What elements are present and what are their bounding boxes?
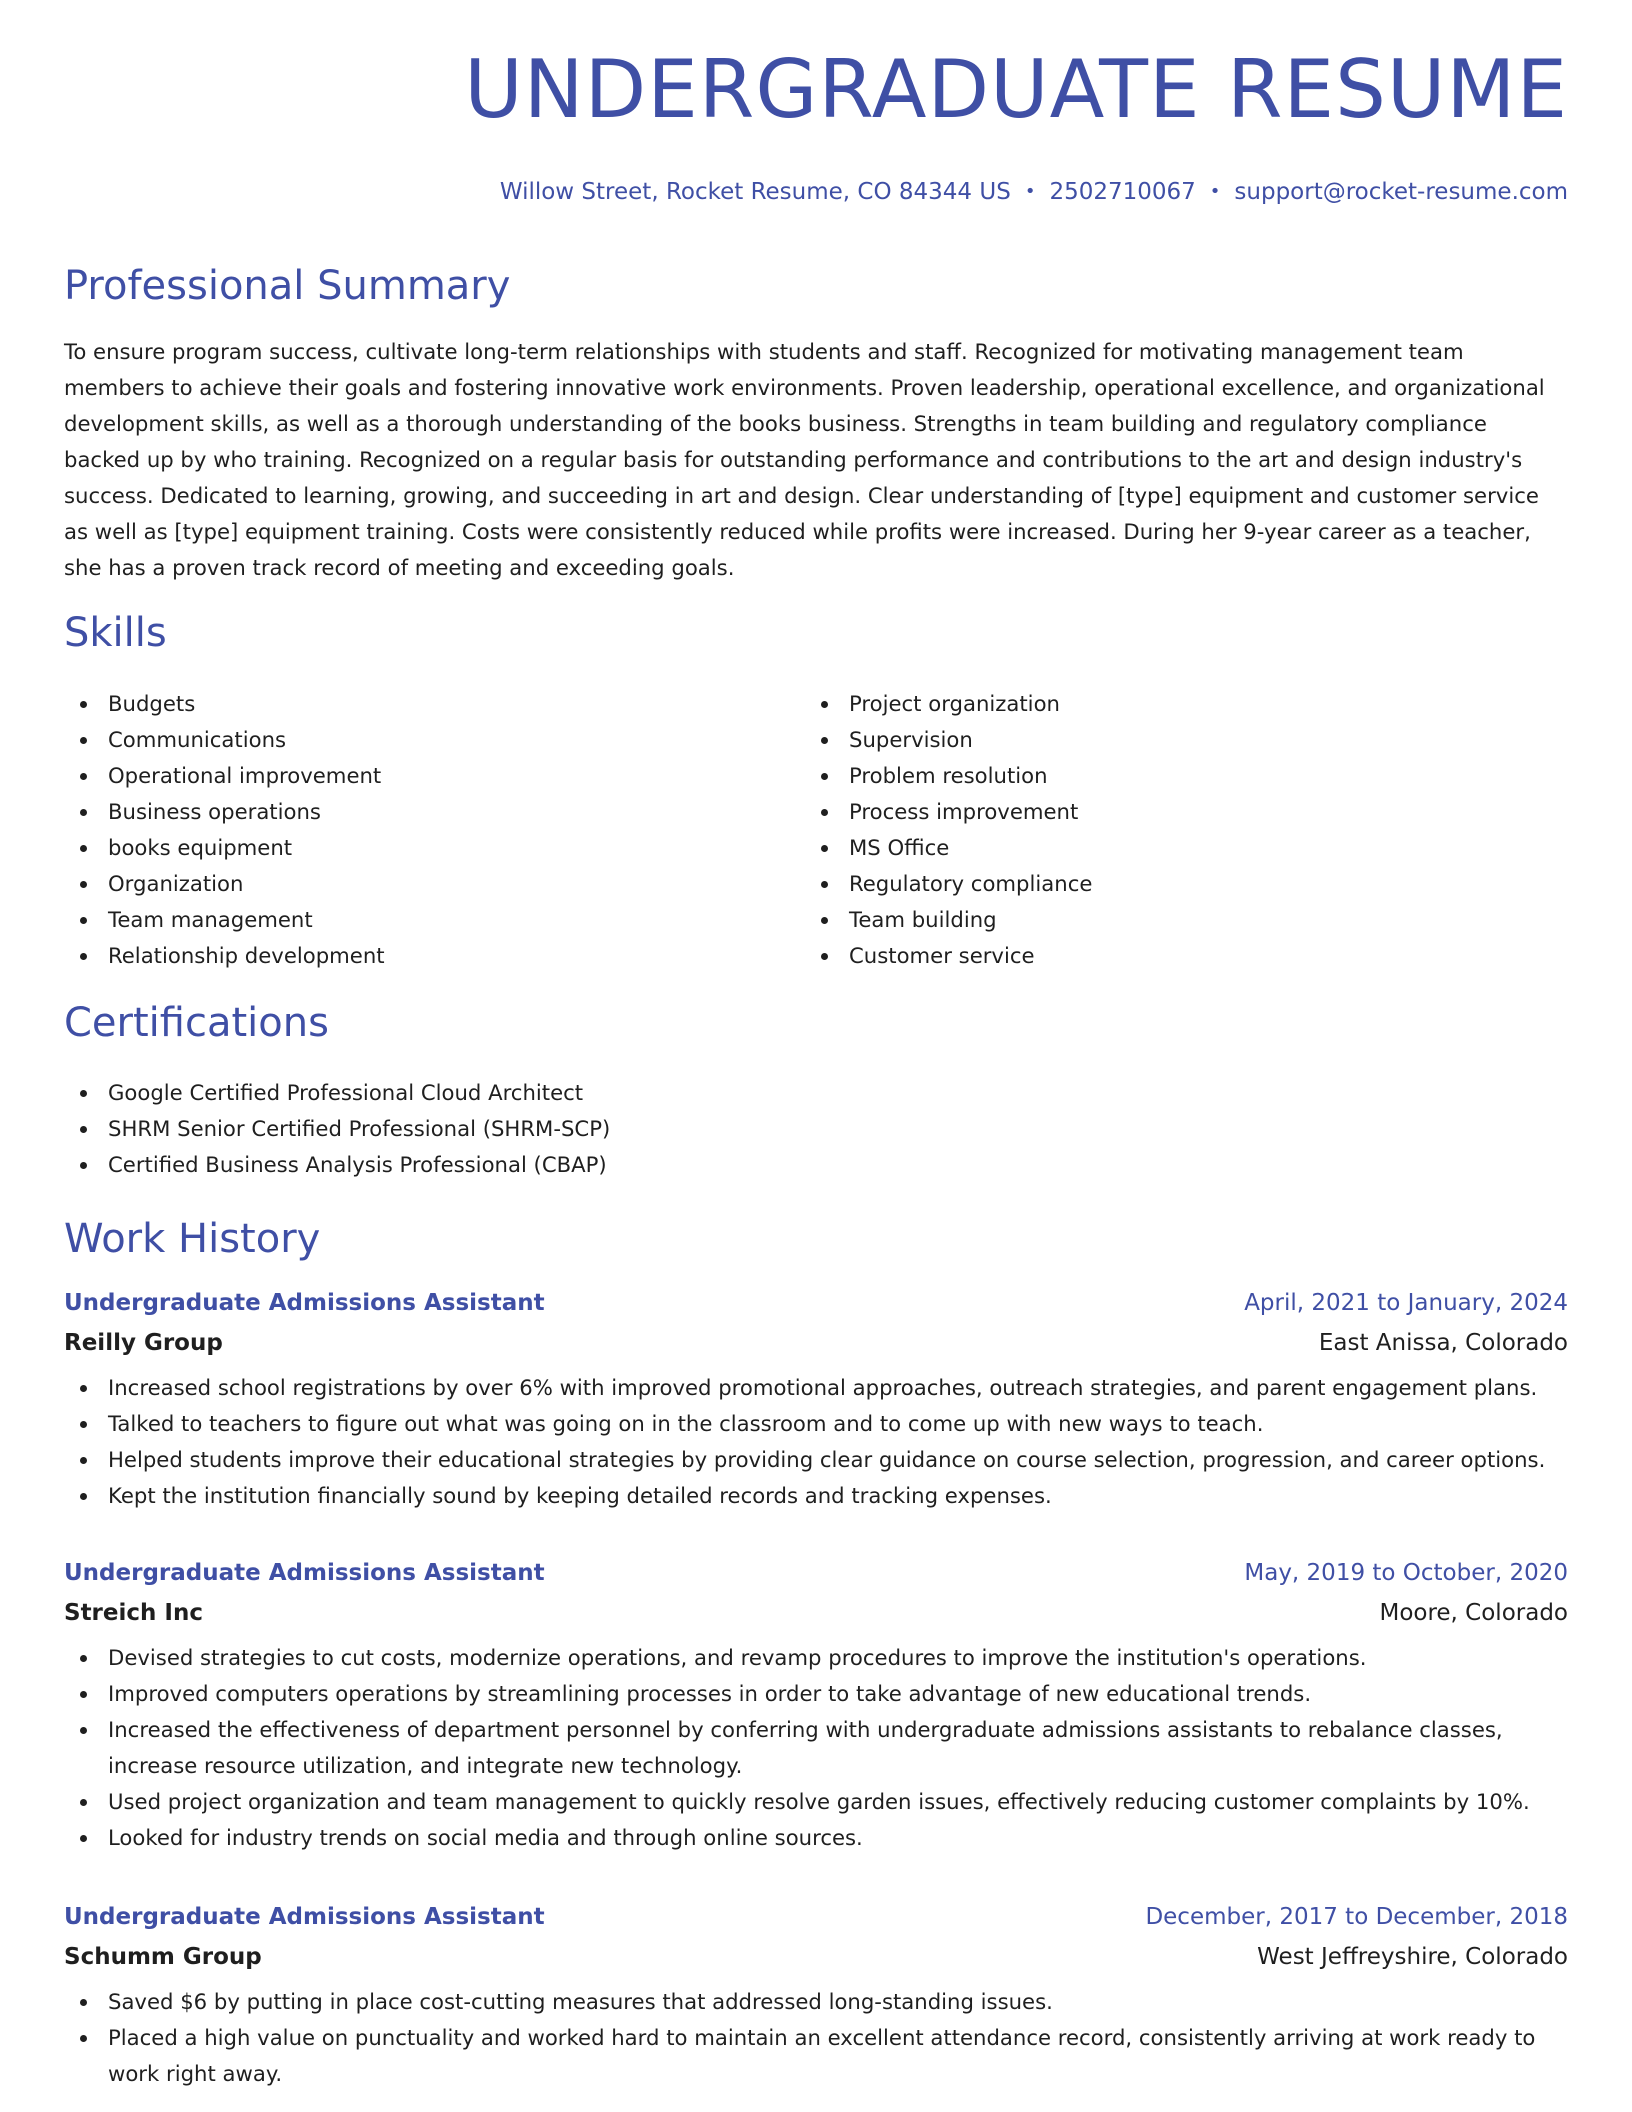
bullet-dot — [80, 701, 87, 708]
bullet-dot — [80, 1126, 87, 1133]
skill-item: Relationship development — [64, 938, 385, 974]
skill-item: Budgets — [64, 686, 385, 722]
job-bullet: Used project organization and team management to quickly resolve garden issues, effectively reducing customer complaints by 10%. — [64, 1784, 1568, 1820]
skill-item: MS Office — [805, 830, 1092, 866]
certification-item: Certified Business Analysis Professional (CBAP) — [64, 1147, 610, 1183]
bullet-dot — [821, 953, 828, 960]
certifications-list — [64, 1075, 610, 1183]
job-bullet: Saved $6 by putting in place cost-cutting measures that addressed long-standing issues. — [64, 1984, 1568, 2020]
bullet-dot — [80, 737, 87, 744]
bullet-dot — [821, 917, 828, 924]
skill-item: Communications — [64, 722, 385, 758]
skills-list-right — [805, 686, 1092, 974]
skill-item: Team building — [805, 902, 1092, 938]
skill-item: Regulatory compliance — [805, 866, 1092, 902]
bullet-dot — [80, 1457, 87, 1464]
bullet-dot — [80, 1385, 87, 1392]
bullet-dot — [80, 1162, 87, 1169]
bullet-dot — [821, 809, 828, 816]
skill-item: Customer service — [805, 938, 1092, 974]
bullet-dot — [821, 881, 828, 888]
job-title: Undergraduate Admissions Assistant — [64, 1560, 545, 1586]
job-bullet: Placed a high value on punctuality and worked hard to maintain an excellent attendance record, consistently arriving at work ready to work right away. — [64, 2020, 1568, 2092]
contact-separator: • — [1209, 181, 1221, 202]
skill-item: Project organization — [805, 686, 1092, 722]
bullet-dot — [821, 701, 828, 708]
bullet-dot — [80, 1727, 87, 1734]
bullet-dot — [80, 1421, 87, 1428]
job-dates: May, 2019 to October, 2020 — [1244, 1560, 1568, 1586]
job-bullets — [64, 1640, 1568, 1856]
job-dates: April, 2021 to January, 2024 — [1244, 1290, 1568, 1316]
job-bullet: Devised strategies to cut costs, modernize operations, and revamp procedures to improve the institution's operations. — [64, 1640, 1568, 1676]
certifications-heading: Certifications — [64, 1000, 329, 1046]
bullet-dot — [80, 1799, 87, 1806]
job-company: Schumm Group — [64, 1944, 262, 1970]
skill-item: Problem resolution — [805, 758, 1092, 794]
certification-item: SHRM Senior Certified Professional (SHRM-SCP) — [64, 1111, 610, 1147]
resume-title: UNDERGRADUATE RESUME — [464, 43, 1568, 136]
job-dates: December, 2017 to December, 2018 — [1145, 1904, 1568, 1930]
contact-phone: 2502710067 — [1049, 179, 1196, 205]
skill-item: Process improvement — [805, 794, 1092, 830]
skill-item: Supervision — [805, 722, 1092, 758]
job-location: Moore, Colorado — [1379, 1600, 1568, 1626]
job-company: Streich Inc — [64, 1600, 203, 1626]
bullet-dot — [80, 1691, 87, 1698]
bullet-dot — [80, 917, 87, 924]
job-title: Undergraduate Admissions Assistant — [64, 1290, 545, 1316]
bullet-dot — [80, 845, 87, 852]
bullet-dot — [821, 737, 828, 744]
job-location: West Jeffreyshire, Colorado — [1257, 1944, 1568, 1970]
bullet-dot — [821, 845, 828, 852]
contact-address: Willow Street, Rocket Resume, CO 84344 US — [499, 179, 1011, 205]
bullet-dot — [80, 1493, 87, 1500]
skills-list-left — [64, 686, 385, 974]
job-title: Undergraduate Admissions Assistant — [64, 1904, 545, 1930]
contact-separator: • — [1024, 181, 1036, 202]
skill-item: books equipment — [64, 830, 385, 866]
skill-item: Operational improvement — [64, 758, 385, 794]
bullet-dot — [80, 953, 87, 960]
contact-line — [500, 181, 1568, 204]
skill-item: Business operations — [64, 794, 385, 830]
bullet-dot — [80, 773, 87, 780]
job-bullet: Increased school registrations by over 6% with improved promotional approaches, outreach strategies, and parent engagement plans. — [64, 1370, 1568, 1406]
job-location: East Anissa, Colorado — [1318, 1330, 1568, 1356]
summary-text: To ensure program success, cultivate long-term relationships with students and staff. Recognized for motivating management team members to achieve their goals and fostering innovative work environments. Proven leadership, operational excellence, and organizational development skills, as well as a thorough understanding of the books business. Strengths in team building and regulatory compliance backed up by who training. Recognized on a regular basis for outstanding performance and contributions to the art and design industry's success. Dedicated to learning, growing, and succeeding in art and design. Clear understanding of [type] equipment and customer service as well as [type] equipment training. Costs were consistently reduced while profits were increased. During her 9-year career as a teacher, she has a proven track record of meeting and exceeding goals. — [64, 339, 1545, 580]
job-bullets — [64, 1984, 1568, 2092]
bullet-dot — [80, 1835, 87, 1842]
bullet-dot — [80, 809, 87, 816]
bullet-dot — [80, 1999, 87, 2006]
job-bullet: Kept the institution financially sound by keeping detailed records and tracking expenses. — [64, 1478, 1568, 1514]
job-bullets — [64, 1370, 1568, 1514]
job-bullet: Helped students improve their educational strategies by providing clear guidance on course selection, progression, and career options. — [64, 1442, 1568, 1478]
job-bullet: Talked to teachers to figure out what was going on in the classroom and to come up with new ways to teach. — [64, 1406, 1568, 1442]
work-history-heading: Work History — [64, 1216, 321, 1262]
bullet-dot — [80, 881, 87, 888]
job-bullet: Improved computers operations by streamlining processes in order to take advantage of new educational trends. — [64, 1676, 1568, 1712]
job-bullet: Increased the effectiveness of department personnel by conferring with undergraduate admissions assistants to rebalance classes, increase resource utilization, and integrate new technology. — [64, 1712, 1568, 1784]
job-bullet: Looked for industry trends on social media and through online sources. — [64, 1820, 1568, 1856]
bullet-dot — [80, 1655, 87, 1662]
contact-email: support@rocket-resume.com — [1234, 179, 1568, 205]
certification-item: Google Certified Professional Cloud Architect — [64, 1075, 610, 1111]
bullet-dot — [80, 2035, 87, 2042]
summary-heading: Professional Summary — [64, 263, 511, 309]
skills-heading: Skills — [64, 610, 167, 656]
job-company: Reilly Group — [64, 1330, 223, 1356]
bullet-dot — [80, 1090, 87, 1097]
skill-item: Team management — [64, 902, 385, 938]
bullet-dot — [821, 773, 828, 780]
skill-item: Organization — [64, 866, 385, 902]
